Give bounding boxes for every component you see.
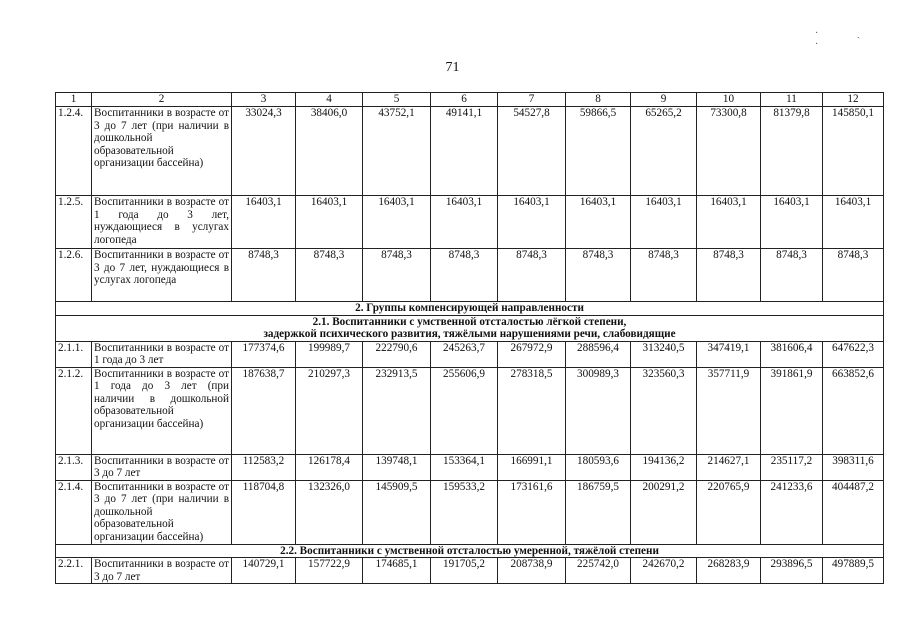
section-row	[56, 302, 884, 316]
value-cell: 81379,8	[761, 107, 823, 196]
value-cell: 8748,3	[761, 249, 823, 302]
value-cell: 8748,3	[363, 249, 431, 302]
row-name: Воспитанники в возрасте от 1 года до 3 лет, нуждающиеся в услугах логопеда	[92, 196, 232, 249]
header-cell: 9	[631, 93, 697, 107]
row-name: Воспитанники в возрасте от 3 до 7 лет	[92, 454, 232, 480]
subsection-heading: 2.2. Воспитанники с умственной отсталостью умеренной, тяжёлой степени	[56, 544, 884, 558]
value-cell: 153364,1	[431, 454, 498, 480]
subsection-heading	[56, 315, 884, 341]
header-row	[56, 93, 884, 107]
subsection-heading-line: задержкой психического развития, тяжёлыми нарушениями речи, слабовидящие	[263, 328, 676, 340]
row-number: 1.2.5.	[56, 196, 92, 249]
subsection-heading-line: 2.1. Воспитанники с умственной отсталостью лёгкой степени,	[312, 315, 627, 328]
table-row	[56, 367, 884, 454]
value-cell: 187638,7	[232, 367, 296, 454]
row-name: Воспитанники в возрасте от 3 до 7 лет (при наличии в дошкольной образовательной организации бассейна)	[92, 480, 232, 544]
value-cell: 191705,2	[431, 558, 498, 584]
value-cell: 278318,5	[498, 367, 566, 454]
table-row	[56, 341, 884, 367]
value-cell: 59866,5	[566, 107, 631, 196]
table-row	[56, 454, 884, 480]
value-cell: 16403,1	[566, 196, 631, 249]
value-cell: 49141,1	[431, 107, 498, 196]
header-cell: 1	[56, 93, 92, 107]
row-number: 1.2.4.	[56, 107, 92, 196]
value-cell: 145909,5	[363, 480, 431, 544]
header-cell: 10	[697, 93, 761, 107]
row-name: Воспитанники в возрасте от 3 до 7 лет, нуждающиеся в услугах логопеда	[92, 249, 232, 302]
header-cell: 5	[363, 93, 431, 107]
value-cell: 8748,3	[498, 249, 566, 302]
value-cell: 288596,4	[566, 341, 631, 367]
value-cell: 16403,1	[431, 196, 498, 249]
header-cell: 12	[823, 93, 884, 107]
tariff-table	[55, 92, 884, 584]
row-number: 1.2.6.	[56, 249, 92, 302]
value-cell: 225742,0	[566, 558, 631, 584]
value-cell: 16403,1	[296, 196, 363, 249]
value-cell: 242670,2	[631, 558, 697, 584]
header-cell: 2	[92, 93, 232, 107]
row-name: Воспитанники в возрасте от 3 до 7 лет	[92, 558, 232, 584]
value-cell: 139748,1	[363, 454, 431, 480]
value-cell: 186759,5	[566, 480, 631, 544]
value-cell: 132326,0	[296, 480, 363, 544]
row-number: 2.1.3.	[56, 454, 92, 480]
table-row	[56, 480, 884, 544]
row-number: 2.2.1.	[56, 558, 92, 584]
value-cell: 241233,6	[761, 480, 823, 544]
value-cell: 8748,3	[232, 249, 296, 302]
value-cell: 208738,9	[498, 558, 566, 584]
value-cell: 174685,1	[363, 558, 431, 584]
value-cell: 16403,1	[498, 196, 566, 249]
value-cell: 126178,4	[296, 454, 363, 480]
value-cell: 210297,3	[296, 367, 363, 454]
value-cell: 663852,6	[823, 367, 884, 454]
table-row	[56, 249, 884, 302]
page-number: 71	[445, 60, 460, 75]
value-cell: 647622,3	[823, 341, 884, 367]
value-cell: 16403,1	[697, 196, 761, 249]
row-number: 2.1.2.	[56, 367, 92, 454]
value-cell: 255606,9	[431, 367, 498, 454]
row-number: 2.1.1.	[56, 341, 92, 367]
value-cell: 220765,9	[697, 480, 761, 544]
value-cell: 293896,5	[761, 558, 823, 584]
value-cell: 398311,6	[823, 454, 884, 480]
value-cell: 16403,1	[761, 196, 823, 249]
value-cell: 38406,0	[296, 107, 363, 196]
header-cell: 11	[761, 93, 823, 107]
value-cell: 404487,2	[823, 480, 884, 544]
value-cell: 391861,9	[761, 367, 823, 454]
value-cell: 65265,2	[631, 107, 697, 196]
value-cell: 232913,5	[363, 367, 431, 454]
value-cell: 8748,3	[631, 249, 697, 302]
value-cell: 268283,9	[697, 558, 761, 584]
value-cell: 166991,1	[498, 454, 566, 480]
value-cell: 177374,6	[232, 341, 296, 367]
value-cell: 140729,1	[232, 558, 296, 584]
section-heading: 2. Группы компенсирующей направленности	[56, 302, 884, 316]
value-cell: 8748,3	[566, 249, 631, 302]
value-cell: 8748,3	[296, 249, 363, 302]
value-cell: 118704,8	[232, 480, 296, 544]
value-cell: 112583,2	[232, 454, 296, 480]
table-row	[56, 558, 884, 584]
table-row	[56, 107, 884, 196]
value-cell: 16403,1	[363, 196, 431, 249]
header-cell: 7	[498, 93, 566, 107]
value-cell: 8748,3	[697, 249, 761, 302]
value-cell: 214627,1	[697, 454, 761, 480]
header-cell: 3	[232, 93, 296, 107]
value-cell: 16403,1	[631, 196, 697, 249]
value-cell: 245263,7	[431, 341, 498, 367]
scan-specks: · ˏ ·	[815, 28, 879, 50]
value-cell: 16403,1	[232, 196, 296, 249]
header-cell: 4	[296, 93, 363, 107]
value-cell: 145850,1	[823, 107, 884, 196]
value-cell: 73300,8	[697, 107, 761, 196]
value-cell: 54527,8	[498, 107, 566, 196]
value-cell: 235117,2	[761, 454, 823, 480]
value-cell: 267972,9	[498, 341, 566, 367]
row-name: Воспитанники в возрасте от 3 до 7 лет (при наличии в дошкольной образовательной организации бассейна)	[92, 107, 232, 196]
value-cell: 16403,1	[823, 196, 884, 249]
value-cell: 157722,9	[296, 558, 363, 584]
value-cell: 222790,6	[363, 341, 431, 367]
value-cell: 300989,3	[566, 367, 631, 454]
value-cell: 200291,2	[631, 480, 697, 544]
value-cell: 159533,2	[431, 480, 498, 544]
value-cell: 173161,6	[498, 480, 566, 544]
row-name: Воспитанники в возрасте от 1 года до 3 лет (при наличии в дошкольной образовательной организации бассейна)	[92, 367, 232, 454]
value-cell: 8748,3	[823, 249, 884, 302]
value-cell: 43752,1	[363, 107, 431, 196]
value-cell: 381606,4	[761, 341, 823, 367]
value-cell: 194136,2	[631, 454, 697, 480]
table-row	[56, 196, 884, 249]
section-row	[56, 315, 884, 341]
value-cell: 497889,5	[823, 558, 884, 584]
value-cell: 323560,3	[631, 367, 697, 454]
value-cell: 199989,7	[296, 341, 363, 367]
header-cell: 6	[431, 93, 498, 107]
value-cell: 8748,3	[431, 249, 498, 302]
row-number: 2.1.4.	[56, 480, 92, 544]
value-cell: 313240,5	[631, 341, 697, 367]
header-cell: 8	[566, 93, 631, 107]
value-cell: 357711,9	[697, 367, 761, 454]
value-cell: 180593,6	[566, 454, 631, 480]
row-name: Воспитанники в возрасте от 1 года до 3 лет	[92, 341, 232, 367]
value-cell: 33024,3	[232, 107, 296, 196]
value-cell: 347419,1	[697, 341, 761, 367]
section-row	[56, 544, 884, 558]
